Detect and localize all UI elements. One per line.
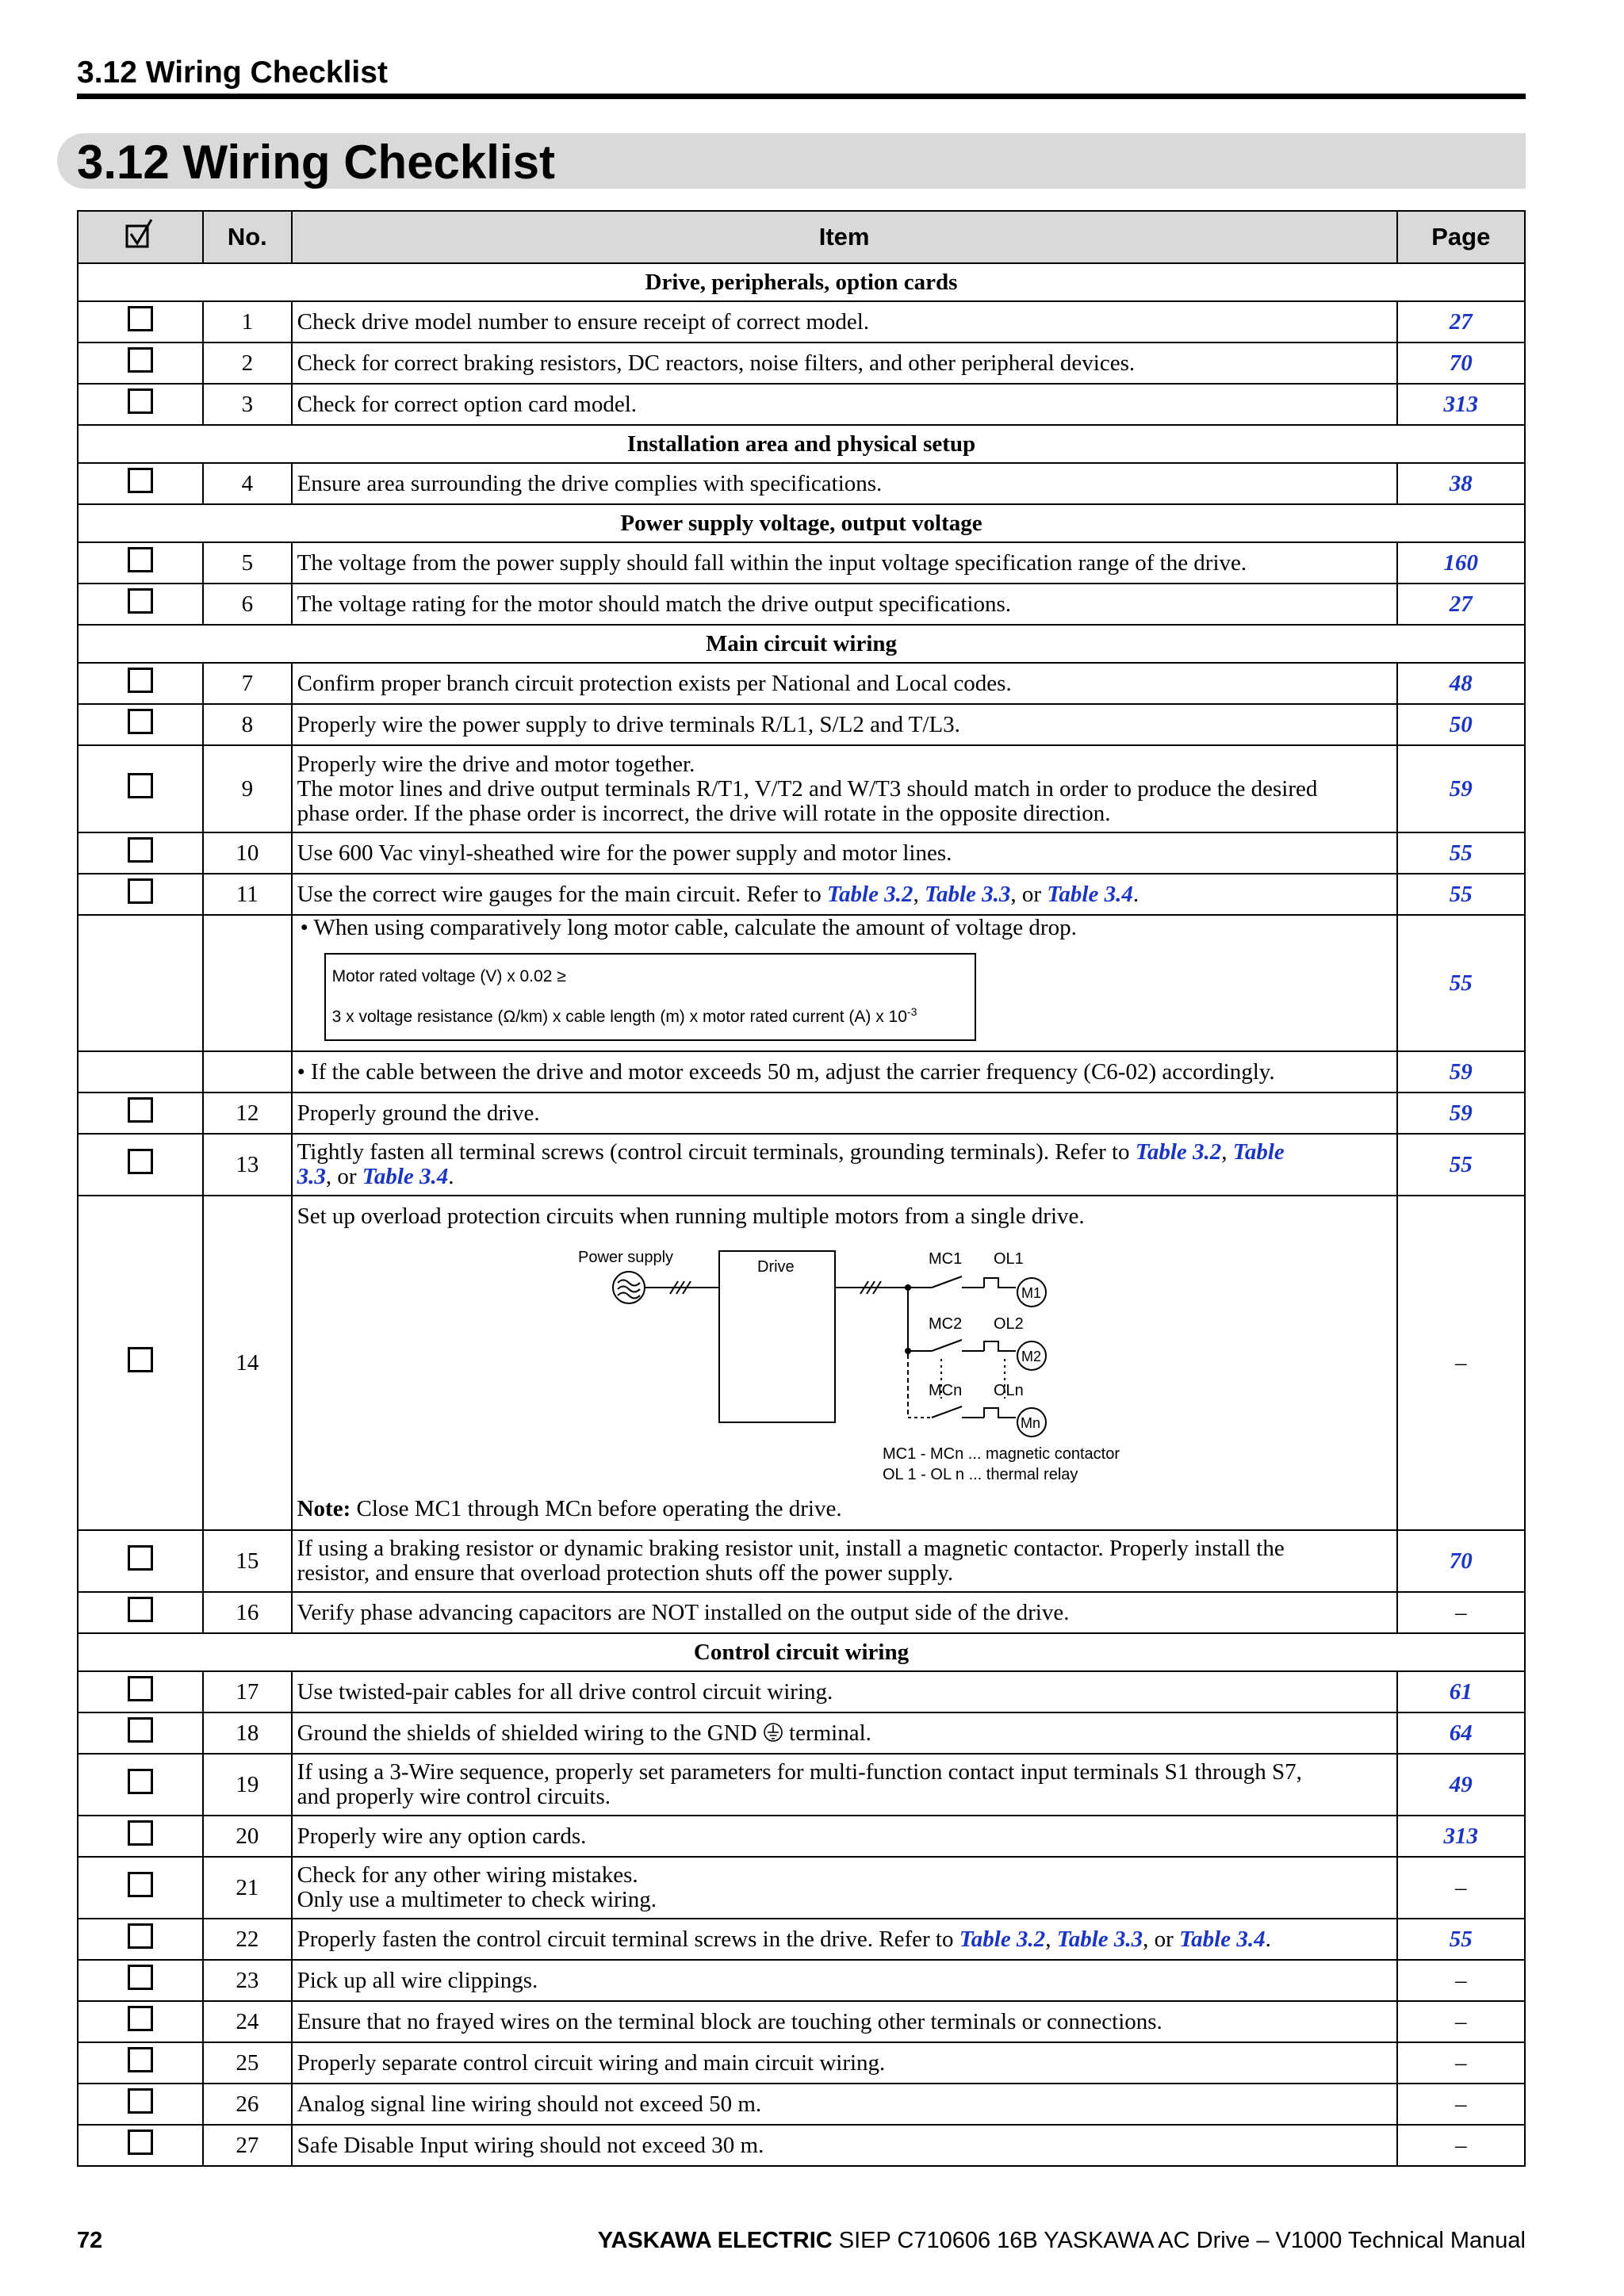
page-link[interactable]: 160 [1443, 549, 1479, 576]
note-label: Note: [297, 1496, 351, 1521]
row-number: 7 [203, 663, 292, 704]
page-column-header: Page [1397, 211, 1525, 263]
row-item: Use 600 Vac vinyl-sheathed wire for the power supply and motor lines. [292, 832, 1397, 874]
row-item: Check drive model number to ensure receipt of correct model. [292, 301, 1397, 342]
table-row [78, 2042, 1525, 2084]
checkbox[interactable] [128, 668, 153, 693]
footer-doc-title: SIEP C710606 16B YASKAWA AC Drive – V1000 Technical Manual [832, 2228, 1526, 2253]
checkbox[interactable] [128, 468, 153, 493]
row-number: 13 [203, 1134, 292, 1196]
table-row [78, 301, 1525, 342]
thermal-relay-ol2 [984, 1341, 1016, 1351]
m1-label: M1 [1021, 1285, 1041, 1301]
table-row [78, 1530, 1525, 1592]
thermal-relay-oln [984, 1408, 1016, 1418]
row-item-line: Only use a multimeter to check wiring. [297, 1887, 657, 1912]
power-supply-wave-icon [618, 1280, 640, 1299]
checkbox[interactable] [128, 1597, 153, 1622]
page-dash: – [1455, 1874, 1467, 1900]
header-rule [77, 94, 1526, 99]
row-item: Use twisted-pair cables for all drive control circuit wiring. [292, 1671, 1397, 1712]
row-item-text: Set up overload protection circuits when running multiple motors from a single drive. [297, 1203, 1085, 1229]
table-row [78, 1134, 1525, 1196]
page-dash: – [1455, 2008, 1467, 2034]
ol1-label: OL1 [993, 1250, 1024, 1268]
row-item-text: terminal. [783, 1720, 871, 1746]
table-row [78, 704, 1525, 745]
table-row [78, 874, 1525, 915]
table-row [78, 463, 1525, 504]
page-link[interactable]: 49 [1449, 1771, 1473, 1797]
table-ref-link[interactable]: 3.3 [297, 1164, 326, 1189]
table-row [78, 2125, 1525, 2166]
m2-label: M2 [1021, 1349, 1041, 1364]
row-item-text: Use the correct wire gauges for the main circuit. Refer to [297, 881, 827, 907]
section-title: Main circuit wiring [78, 625, 1525, 663]
row-number: 16 [203, 1592, 292, 1633]
row-number: 17 [203, 1671, 292, 1712]
page-link[interactable]: 313 [1443, 391, 1479, 417]
row-item [292, 1754, 1397, 1816]
row-number: 10 [203, 832, 292, 874]
voltage-drop-formula [324, 953, 976, 1041]
separator: . [448, 1164, 454, 1189]
running-header: 3.12 Wiring Checklist [77, 55, 388, 90]
row-item [292, 874, 1397, 915]
row-item-text: Tightly fasten all terminal screws (control circuit terminals, grounding terminals). Refer to [297, 1139, 1136, 1165]
row-item: Ensure area surrounding the drive complies with specifications. [292, 463, 1397, 504]
formula-text: 3 x voltage resistance (Ω/km) x cable length (m) x motor rated current (A) x 10 [331, 1008, 907, 1026]
thermal-relay-ol1 [984, 1278, 1016, 1288]
separator: , [1221, 1139, 1233, 1165]
row-number: 15 [203, 1530, 292, 1592]
section-row [78, 263, 1525, 301]
page-link[interactable]: 313 [1443, 1823, 1479, 1849]
row-number: 1 [203, 301, 292, 342]
table-ref-link[interactable]: Table 3.2 [959, 1926, 1046, 1952]
page-dash: – [1455, 1599, 1467, 1625]
row-item [292, 915, 1397, 1051]
item-column-header: Item [292, 211, 1397, 263]
formula-line [332, 994, 968, 1035]
table-row [78, 1857, 1525, 1919]
checkbox[interactable] [128, 1923, 153, 1949]
row-item: The voltage rating for the motor should match the drive output specifications. [292, 584, 1397, 625]
row-number: 23 [203, 1960, 292, 2001]
table-row [78, 745, 1525, 832]
row-item [292, 1530, 1397, 1592]
page-link[interactable]: 55 [1449, 1926, 1473, 1952]
checkbox[interactable] [128, 2130, 153, 2155]
section-row [78, 625, 1525, 663]
row-item-text: Ground the shields of shielded wiring to the GND [297, 1720, 763, 1746]
table-row [78, 1671, 1525, 1712]
page-link[interactable]: 55 [1449, 1151, 1473, 1177]
table-row [78, 1051, 1525, 1093]
drive-box [719, 1251, 835, 1422]
table-row [78, 584, 1525, 625]
checkbox[interactable] [128, 709, 153, 734]
checkbox[interactable] [128, 1872, 153, 1897]
page-dash: – [1455, 2049, 1467, 2076]
row-number: 14 [203, 1196, 292, 1530]
checkbox[interactable] [128, 306, 153, 331]
separator: , or [1143, 1926, 1180, 1952]
checkbox[interactable] [128, 1965, 153, 1990]
section-row [78, 425, 1525, 463]
row-number: 19 [203, 1754, 292, 1816]
page-link[interactable]: 50 [1449, 711, 1473, 737]
table-ref-link[interactable]: Table 3.2 [826, 881, 914, 907]
checkbox[interactable] [128, 1545, 153, 1571]
row-number: 25 [203, 2042, 292, 2084]
check-column-header [78, 211, 203, 263]
separator: . [1265, 1926, 1271, 1952]
page-link[interactable]: 59 [1449, 1100, 1473, 1126]
separator: . [1132, 881, 1139, 907]
oln-label: OLn [993, 1382, 1024, 1399]
mcn-label: MCn [928, 1382, 962, 1399]
row-item [292, 745, 1397, 832]
row-item-line: Properly wire the drive and motor together. [297, 751, 695, 777]
table-ref-link[interactable]: Table 3.4 [362, 1164, 449, 1189]
checkbox[interactable] [128, 1769, 153, 1794]
contactor-mc2 [932, 1340, 984, 1351]
table-row [78, 1816, 1525, 1857]
checkbox[interactable] [128, 837, 153, 863]
row-item: Properly wire any option cards. [292, 1816, 1397, 1857]
row-number: 24 [203, 2001, 292, 2042]
row-item: Properly ground the drive. [292, 1093, 1397, 1134]
checkbox[interactable] [128, 773, 153, 798]
table-row [78, 384, 1525, 425]
row-item-line: phase order. If the phase order is incorrect, the drive will rotate in the opposite direction. [297, 800, 1111, 826]
row-item-line: resistor, and ensure that overload protection shuts off the power supply. [297, 1560, 954, 1586]
row-item-line: If using a braking resistor or dynamic braking resistor unit, install a magnetic contactor. Properly install the [297, 1536, 1285, 1561]
page-link[interactable]: 70 [1449, 1548, 1473, 1574]
table-row [78, 663, 1525, 704]
page-number: 72 [77, 2228, 103, 2253]
note-text: Close MC1 through MCn before operating the drive. [350, 1496, 842, 1521]
row-number: 9 [203, 745, 292, 832]
table-ref-link[interactable]: Table 3.4 [1047, 881, 1133, 907]
table-ref-link[interactable]: Table 3.3 [1056, 1926, 1143, 1952]
checkbox[interactable] [128, 1676, 153, 1701]
section-row [78, 1633, 1525, 1671]
row-item: Ensure that no frayed wires on the terminal block are touching other terminals or connections. [292, 2001, 1397, 2042]
row-item [292, 1196, 1397, 1530]
row-note [297, 1497, 1392, 1521]
table-row [78, 1960, 1525, 2001]
checkbox[interactable] [128, 2006, 153, 2031]
table-row [78, 2084, 1525, 2125]
formula-line: Motor rated voltage (V) x 0.02 ≥ [331, 967, 566, 985]
wiring-checklist-table [77, 210, 1526, 2167]
checkbox[interactable] [128, 878, 153, 904]
checkbox[interactable] [128, 347, 153, 373]
row-number: 22 [203, 1919, 292, 1960]
checkbox[interactable] [128, 2047, 153, 2072]
page-dash: – [1455, 2091, 1467, 2117]
no-column-header: No. [203, 211, 292, 263]
table-row [78, 832, 1525, 874]
row-item: Analog signal line wiring should not exceed 50 m. [292, 2084, 1397, 2125]
page-link[interactable]: 59 [1449, 1058, 1473, 1085]
table-row [78, 1919, 1525, 1960]
checkbox[interactable] [128, 547, 153, 572]
row-number: 11 [203, 874, 292, 915]
table-row [78, 1754, 1525, 1816]
table-row [78, 1592, 1525, 1633]
row-number: 3 [203, 384, 292, 425]
row-item: Check for correct braking resistors, DC reactors, noise filters, and other peripheral devices. [292, 342, 1397, 384]
row-item: Properly wire the power supply to drive terminals R/L1, S/L2 and T/L3. [292, 704, 1397, 745]
row-number: 21 [203, 1857, 292, 1919]
checkbox[interactable] [128, 1820, 153, 1846]
power-supply-label: Power supply [577, 1249, 673, 1266]
table-ref-link[interactable]: Table 3.2 [1135, 1139, 1222, 1165]
table-ref-link[interactable]: Table 3.3 [924, 881, 1011, 907]
page-dash: – [1455, 2132, 1467, 2158]
footer-brand: YASKAWA ELECTRIC [597, 2228, 833, 2253]
mc2-label: MC2 [928, 1315, 962, 1333]
multi-motor-diagram [297, 1240, 1392, 1492]
separator: , [913, 881, 925, 907]
page-link[interactable]: 55 [1449, 881, 1473, 907]
section-title: Drive, peripherals, option cards [78, 263, 1525, 301]
row-item [292, 1857, 1397, 1919]
table-row [78, 542, 1525, 584]
legend-thermal-relay: OL 1 - OL n ... thermal relay [882, 1466, 1078, 1483]
checkbox[interactable] [128, 1149, 153, 1174]
page-link[interactable]: 61 [1449, 1678, 1473, 1705]
contactor-mcn [932, 1406, 984, 1418]
row-item-line: If using a 3-Wire sequence, properly set parameters for multi-function contact input terminals S1 through S7, [297, 1759, 1302, 1785]
page-title: 3.12 Wiring Checklist [77, 136, 555, 189]
row-item-text: Properly fasten the control circuit terminal screws in the drive. Refer to [297, 1926, 959, 1952]
legend-magnetic-contactor: MC1 - MCn ... magnetic contactor [882, 1445, 1120, 1463]
separator: , or [1010, 881, 1048, 907]
section-row [78, 504, 1525, 542]
row-item [292, 1919, 1397, 1960]
checkbox-check-icon [124, 218, 156, 250]
section-title: Power supply voltage, output voltage [78, 504, 1525, 542]
footer-doc-info [598, 2228, 1526, 2254]
separator: , [1045, 1926, 1057, 1952]
row-number: 8 [203, 704, 292, 745]
formula-exponent: -3 [906, 1005, 917, 1018]
row-number: 26 [203, 2084, 292, 2125]
checkbox[interactable] [128, 2088, 153, 2114]
row-item [292, 1712, 1397, 1754]
row-number: 18 [203, 1712, 292, 1754]
table-ref-link[interactable]: Table [1232, 1139, 1285, 1165]
row-item-line: The motor lines and drive output terminals R/T1, V/T2 and W/T3 should match in order to produce the desired [297, 775, 1318, 802]
row-number: 27 [203, 2125, 292, 2166]
wire-triple-mark [860, 1281, 881, 1294]
separator: , or [325, 1164, 362, 1189]
page-link[interactable]: 70 [1449, 350, 1473, 376]
row-item: Verify phase advancing capacitors are NOT installed on the output side of the drive. [292, 1592, 1397, 1633]
checkbox[interactable] [128, 388, 153, 414]
row-item-line: Check for any other wiring mistakes. [297, 1862, 638, 1888]
bullet-text: • When using comparatively long motor cable, calculate the amount of voltage drop. [300, 915, 1077, 940]
wire-triple-mark [670, 1281, 691, 1294]
row-number: 6 [203, 584, 292, 625]
section-title: Control circuit wiring [78, 1633, 1525, 1671]
row-item [292, 1134, 1397, 1196]
page-link[interactable]: 27 [1449, 591, 1473, 617]
table-header-row [78, 211, 1525, 263]
page-link[interactable]: 55 [1449, 970, 1473, 996]
row-number: 12 [203, 1093, 292, 1134]
bullet-text: • If the cable between the drive and motor exceeds 50 m, adjust the carrier frequency (C6-02) accordingly. [292, 1051, 1397, 1093]
drive-label: Drive [756, 1258, 795, 1276]
section-title: Installation area and physical setup [78, 425, 1525, 463]
row-item-line: and properly wire control circuits. [297, 1784, 611, 1809]
table-row [78, 1712, 1525, 1754]
row-number: 20 [203, 1816, 292, 1857]
contactor-mc1 [932, 1276, 984, 1288]
page-link[interactable]: 27 [1449, 308, 1473, 335]
row-item: Properly separate control circuit wiring and main circuit wiring. [292, 2042, 1397, 2084]
page-link[interactable]: 59 [1449, 775, 1473, 802]
table-row [78, 342, 1525, 384]
page-dash: – [1455, 1967, 1467, 1993]
ol2-label: OL2 [993, 1315, 1024, 1333]
row-item: Check for correct option card model. [292, 384, 1397, 425]
page-dash: – [1455, 1349, 1467, 1376]
row-item: The voltage from the power supply should fall within the input voltage specification range of the drive. [292, 542, 1397, 584]
checkbox[interactable] [128, 1347, 153, 1372]
table-row [78, 2001, 1525, 2042]
checkbox[interactable] [128, 588, 153, 614]
checkbox[interactable] [128, 1717, 153, 1743]
table-ref-link[interactable]: Table 3.4 [1179, 1926, 1266, 1952]
table-row [78, 1093, 1525, 1134]
row-item: Safe Disable Input wiring should not exceed 30 m. [292, 2125, 1397, 2166]
page-link[interactable]: 48 [1449, 670, 1473, 696]
page-link[interactable]: 38 [1449, 470, 1473, 496]
row-number: 2 [203, 342, 292, 384]
mn-label: Mn [1020, 1415, 1040, 1431]
row-number: 4 [203, 463, 292, 504]
checkbox[interactable] [128, 1097, 153, 1123]
ground-icon [763, 1722, 783, 1743]
table-row [78, 915, 1525, 1051]
page-link[interactable]: 64 [1449, 1720, 1473, 1746]
row-number: 5 [203, 542, 292, 584]
row-item: Confirm proper branch circuit protection exists per National and Local codes. [292, 663, 1397, 704]
table-row [78, 1196, 1525, 1530]
row-item: Pick up all wire clippings. [292, 1960, 1397, 2001]
page-link[interactable]: 55 [1449, 840, 1473, 866]
mc1-label: MC1 [928, 1250, 962, 1268]
power-supply-icon [613, 1272, 645, 1303]
